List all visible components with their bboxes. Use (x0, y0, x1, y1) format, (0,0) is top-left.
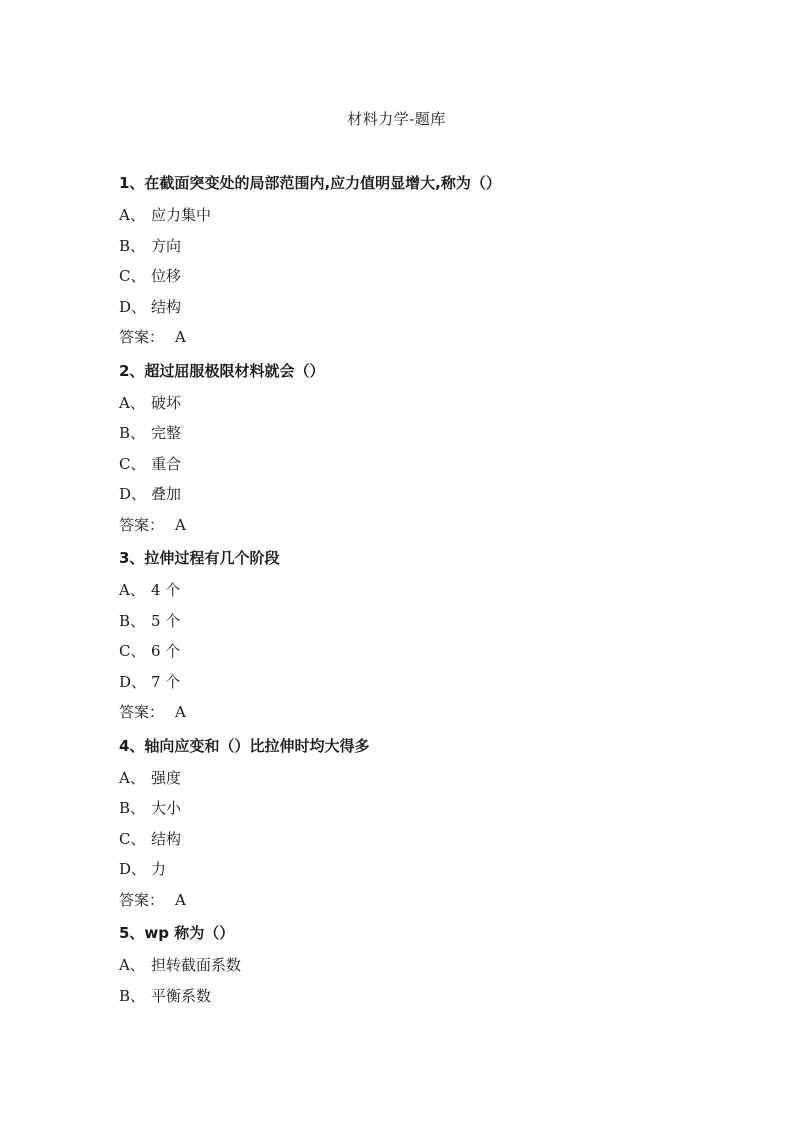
option-b (119, 418, 719, 449)
option-text: 6 个 (151, 642, 181, 660)
option-d (119, 479, 719, 510)
answer-line (119, 322, 719, 353)
answer-value: A (175, 703, 186, 721)
option-text: 结构 (151, 297, 182, 316)
option-text: 应力集中 (151, 206, 212, 224)
option-key: B、 (119, 236, 146, 255)
option-d (119, 854, 719, 885)
option-text: 担转截面系数 (151, 956, 242, 974)
answer-label: 答案： (119, 515, 165, 534)
option-text: 力 (151, 860, 167, 878)
option-text: 平衡系数 (151, 986, 212, 1005)
option-text: 7 个 (151, 672, 181, 691)
option-key: D、 (119, 297, 147, 316)
answer-value: A (175, 890, 186, 909)
question-1 (119, 170, 719, 353)
option-b (119, 231, 719, 262)
option-text: 大小 (151, 799, 182, 817)
option-a (119, 950, 719, 981)
option-text: 强度 (151, 768, 182, 787)
option-b (119, 981, 719, 1012)
option-a (119, 200, 719, 231)
option-key: A、 (119, 956, 145, 974)
question-3 (119, 545, 719, 728)
question-stem: 3、拉伸过程有几个阶段 (119, 549, 280, 567)
option-text: 5 个 (151, 611, 181, 630)
question-stem: 1、在截面突变处的局部范围内,应力值明显增大,称为（） (119, 174, 501, 192)
question-stem: 4、轴向应变和（）比拉伸时均大得多 (119, 736, 370, 755)
question-stem: 5、wp 称为（） (119, 924, 235, 942)
option-key: D、 (119, 860, 147, 878)
question-list (119, 170, 719, 1016)
option-key: A、 (119, 206, 145, 224)
page-title: 材料力学-题库 (347, 110, 446, 128)
option-text: 结构 (151, 829, 182, 848)
answer-label: 答案： (119, 703, 165, 721)
option-key: B、 (119, 611, 146, 630)
option-text: 叠加 (151, 485, 182, 503)
option-key: B、 (119, 986, 146, 1005)
question-stem: 2、超过屈服极限材料就会（） (119, 361, 325, 380)
option-key: C、 (119, 829, 146, 848)
option-c (119, 261, 719, 292)
option-c (119, 636, 719, 667)
question-5 (119, 920, 719, 1011)
option-key: B、 (119, 799, 146, 817)
option-b (119, 606, 719, 637)
option-b (119, 793, 719, 824)
option-text: 4 个 (151, 581, 181, 599)
option-key: C、 (119, 454, 146, 473)
question-2 (119, 358, 719, 541)
option-key: C、 (119, 642, 146, 660)
option-d (119, 667, 719, 698)
option-key: A、 (119, 581, 145, 599)
option-key: D、 (119, 672, 147, 691)
answer-label: 答案： (119, 890, 165, 909)
option-a (119, 763, 719, 794)
option-c (119, 449, 719, 480)
option-key: C、 (119, 267, 146, 285)
answer-value: A (175, 515, 186, 534)
option-key: D、 (119, 485, 147, 503)
answer-label: 答案： (119, 328, 165, 346)
option-key: A、 (119, 768, 145, 787)
option-c (119, 824, 719, 855)
option-key: A、 (119, 393, 145, 412)
answer-line (119, 885, 719, 916)
option-text: 破坏 (151, 393, 182, 412)
option-d (119, 292, 719, 323)
option-text: 方向 (151, 236, 182, 255)
option-a (119, 388, 719, 419)
answer-value: A (175, 328, 186, 346)
option-a (119, 575, 719, 606)
question-4 (119, 733, 719, 916)
option-key: B、 (119, 424, 146, 442)
option-text: 完整 (151, 424, 182, 442)
answer-line (119, 697, 719, 728)
option-text: 位移 (151, 267, 182, 285)
option-text: 重合 (151, 454, 182, 473)
answer-line (119, 510, 719, 541)
